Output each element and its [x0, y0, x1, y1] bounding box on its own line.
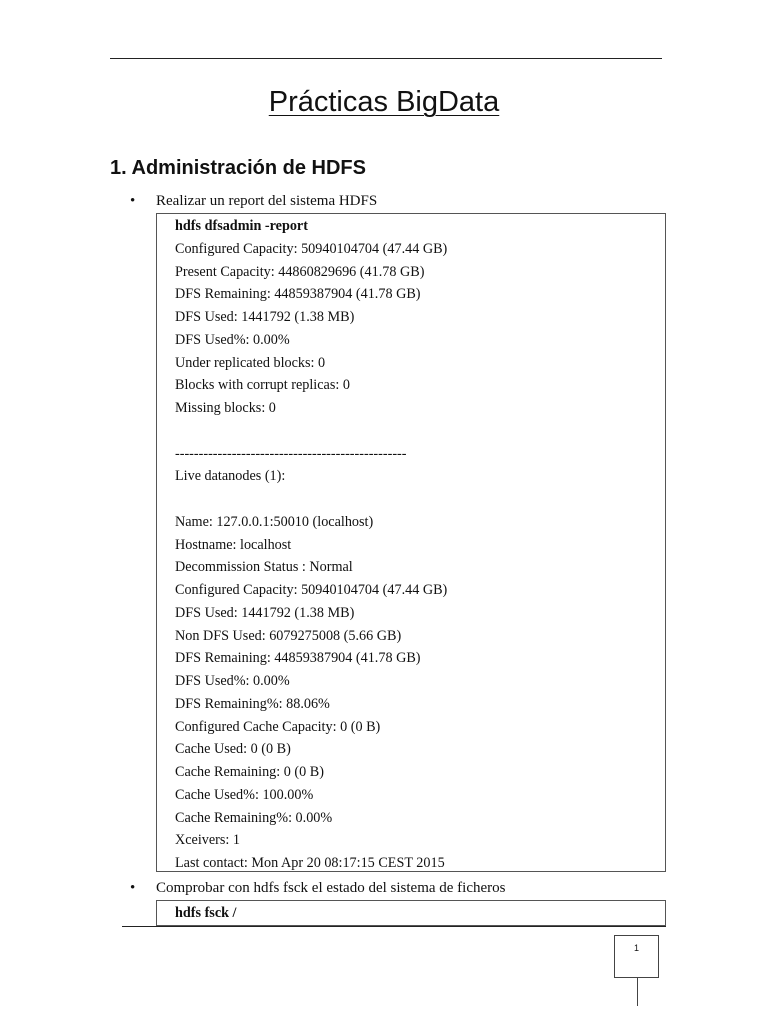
bullet-marker: •	[130, 193, 136, 209]
report-line: Last contact: Mon Apr 20 08:17:15 CEST 2015	[175, 855, 445, 871]
report-line: DFS Used: 1441792 (1.38 MB)	[175, 309, 355, 325]
report-line: Non DFS Used: 6079275008 (5.66 GB)	[175, 627, 402, 644]
document-title: Prácticas BigData	[268, 86, 500, 118]
report-line: DFS Used%: 0.00%	[175, 331, 290, 348]
fsck-command: hdfs fsck /	[175, 905, 237, 921]
report-line: -------------------------------------------------	[175, 445, 407, 462]
report-line: Missing blocks: 0	[175, 400, 276, 416]
report-line: Live datanodes (1):	[175, 468, 286, 485]
report-line: DFS Remaining: 44859387904 (41.78 GB)	[175, 286, 421, 303]
page-number-box	[614, 935, 659, 978]
report-line: DFS Used%: 0.00%	[175, 673, 290, 689]
report-line: Under replicated blocks: 0	[175, 354, 326, 371]
report-line: DFS Remaining%: 88.06%	[175, 695, 330, 712]
bullet-marker: •	[130, 880, 136, 896]
blank-line	[175, 420, 665, 443]
report-line: DFS Remaining: 44859387904 (41.78 GB)	[175, 650, 421, 667]
bullet-item	[130, 879, 505, 897]
report-code-block	[156, 213, 666, 872]
report-line: Configured Cache Capacity: 0 (0 B)	[175, 718, 381, 735]
report-line: Configured Capacity: 50940104704 (47.44 GB)	[175, 240, 448, 257]
top-rule	[110, 58, 662, 59]
report-line: Cache Remaining: 0 (0 B)	[175, 764, 324, 780]
report-line: Cache Used: 0 (0 B)	[175, 741, 291, 758]
report-line: Cache Used%: 100.00%	[175, 786, 314, 803]
bullet-text: Comprobar con hdfs fsck el estado del sistema de ficheros	[156, 880, 506, 896]
report-line: DFS Used: 1441792 (1.38 MB)	[175, 604, 355, 621]
report-line: Name: 127.0.0.1:50010 (localhost)	[175, 513, 374, 530]
report-line: Blocks with corrupt replicas: 0	[175, 377, 350, 394]
page-number-stem	[637, 978, 638, 1006]
report-line: Configured Capacity: 50940104704 (47.44 GB)	[175, 582, 448, 598]
bullet-item	[130, 192, 377, 210]
report-output	[175, 238, 665, 875]
section-heading: 1. Administración de HDFS	[110, 157, 366, 179]
report-line: Present Capacity: 44860829696 (41.78 GB)	[175, 263, 425, 280]
blank-line	[175, 488, 665, 511]
report-command: hdfs dfsadmin -report	[175, 218, 308, 234]
fsck-code-block	[156, 900, 666, 926]
bullet-text: Realizar un report del sistema HDFS	[156, 193, 378, 209]
footer-rule	[122, 926, 666, 927]
report-line: Cache Remaining%: 0.00%	[175, 809, 333, 826]
page-number: 1	[633, 943, 639, 953]
report-line: Decommission Status : Normal	[175, 559, 353, 576]
report-line: Xceivers: 1	[175, 832, 241, 849]
report-line: Hostname: localhost	[175, 536, 292, 553]
